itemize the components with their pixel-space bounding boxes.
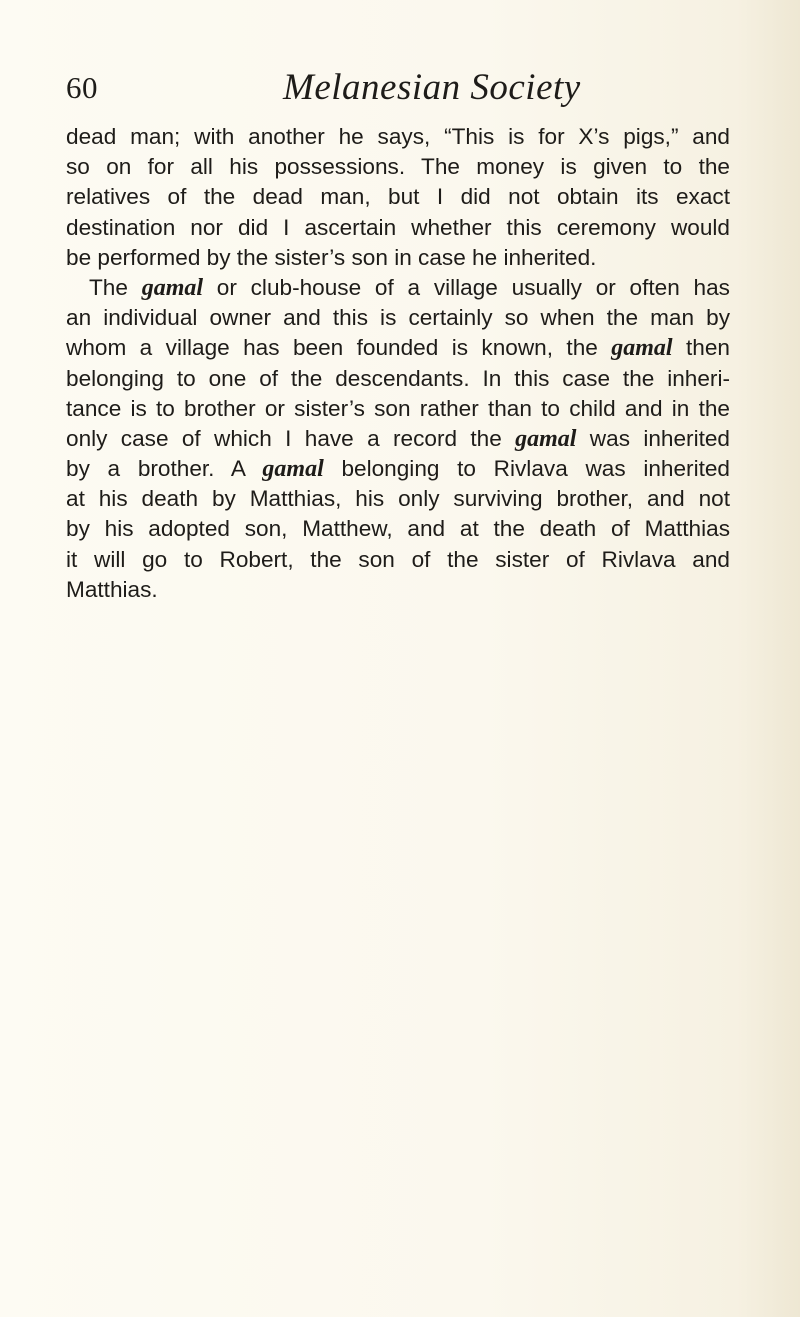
text-line — [66, 394, 730, 424]
text-run: Matthias. — [66, 576, 158, 602]
text-line — [66, 545, 730, 575]
text-line — [66, 454, 730, 484]
running-title: Melanesian Society — [283, 67, 581, 108]
page-header — [66, 66, 730, 116]
text-run: relatives of the dead man, but I did not obtain its exact — [66, 184, 730, 210]
italic-term: gamal — [611, 335, 673, 362]
text-run: belonging to one of the descendants. In this case the inheri- — [66, 365, 730, 391]
text-run: was inherited — [576, 425, 730, 451]
text-line — [66, 243, 730, 273]
text-run: destination nor did I ascertain whether this ceremony would — [66, 214, 730, 240]
text-line — [66, 182, 730, 212]
text-run: whom a village has been founded is known, the — [66, 335, 612, 361]
text-run: at his death by Matthias, his only surviving brother, and not — [66, 486, 730, 512]
text-line — [66, 152, 730, 182]
text-line — [66, 575, 730, 605]
text-line — [66, 122, 730, 152]
text-line — [66, 364, 730, 394]
body-text — [66, 122, 730, 605]
text-run: tance is to brother or sister’s son rather than to child and in the — [66, 395, 730, 421]
italic-term: gamal — [141, 274, 204, 301]
text-line — [66, 484, 730, 514]
text-run: or club-house of a village usually or often has — [203, 274, 730, 300]
text-run: then — [672, 335, 730, 361]
text-line — [66, 273, 730, 303]
text-run: it will go to Robert, the son of the sister of Rivlava and — [66, 546, 730, 572]
text-run: dead man; with another he says, “This is for X’s pigs,” and — [66, 124, 730, 149]
text-run: by his adopted son, Matthew, and at the death of Matthias — [66, 516, 730, 542]
text-line — [66, 333, 730, 363]
page-number: 60 — [66, 70, 98, 105]
text-run: belonging to Rivlava was inherited — [323, 456, 730, 482]
text-run: so on for all his possessions. The money is given to the — [66, 154, 730, 180]
text-run: only case of which I have a record the — [66, 425, 516, 451]
italic-term: gamal — [262, 456, 324, 483]
text-line — [66, 424, 730, 454]
text-run: be performed by the sister’s son in case he inherited. — [66, 244, 597, 270]
text-line — [66, 303, 730, 333]
text-run: The — [89, 274, 142, 300]
text-run: by a brother. A — [66, 456, 263, 482]
italic-term: gamal — [515, 425, 577, 452]
text-line — [66, 514, 730, 544]
text-run: an individual owner and this is certainly so when the man by — [66, 305, 730, 331]
text-line — [66, 213, 730, 243]
